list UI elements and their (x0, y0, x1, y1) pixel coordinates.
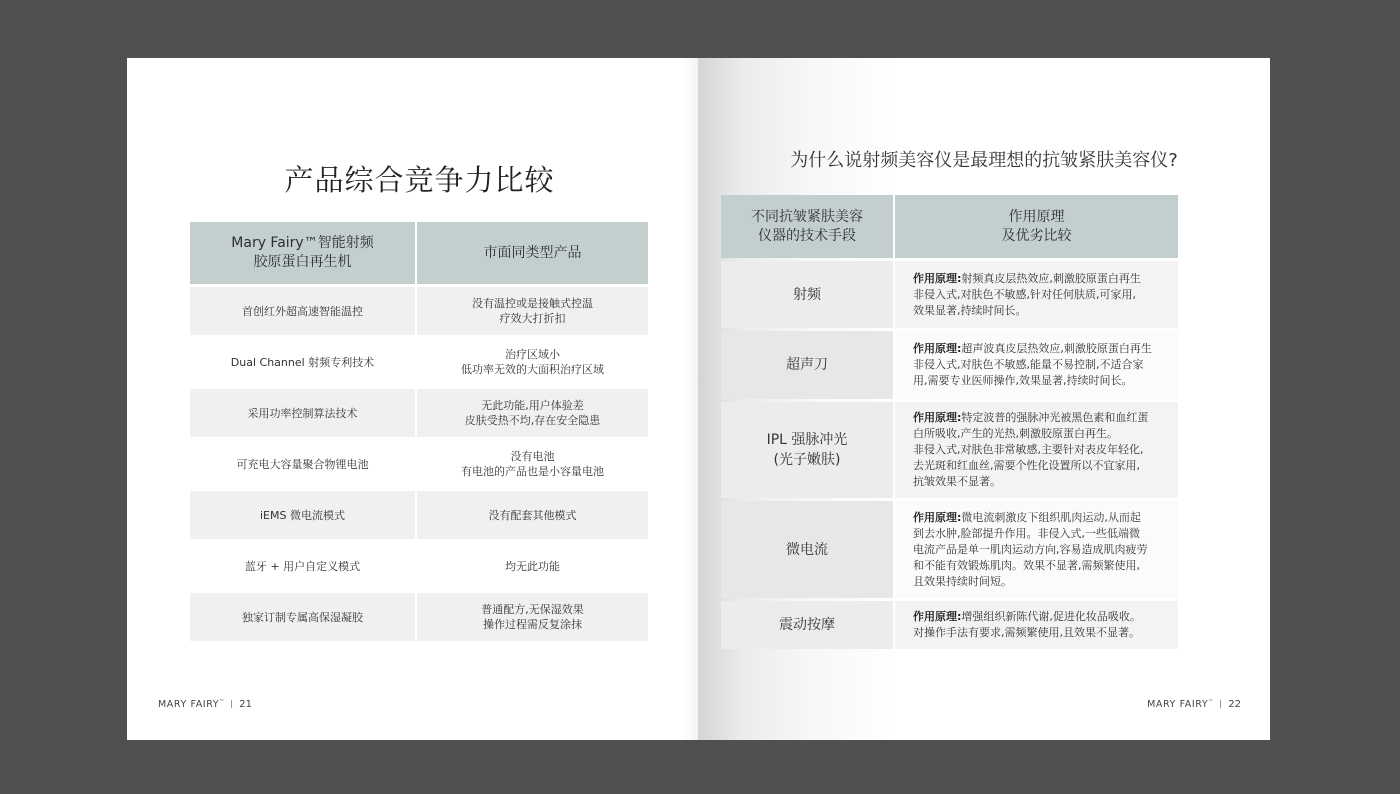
table-row (190, 440, 648, 488)
page-title: 为什么说射频美容仪是最理想的抗皱紧肤美容仪? (790, 150, 1178, 171)
principle-label: 作用原理: (913, 342, 962, 355)
competitor-cell: 普通配方,无保湿效果 操作过程需反复涂抹 (417, 593, 648, 641)
feature-cell: 首创红外超高速智能温控 (190, 287, 415, 335)
comparison-table (188, 219, 650, 644)
trademark-mark: ™ (219, 699, 225, 705)
footer-divider (231, 700, 232, 708)
competitor-cell: 没有电池 有电池的产品也是小容量电池 (417, 440, 648, 488)
principle-cell (895, 601, 1178, 649)
table-row (721, 331, 1178, 399)
competitor-cell: 均无此功能 (417, 542, 648, 590)
competitor-cell: 无此功能,用户体验差 皮肤受热不均,存在安全隐患 (417, 389, 648, 437)
page-title: 产品综合竞争力比较 (284, 163, 555, 197)
principle-label: 作用原理: (913, 411, 962, 424)
feature-cell: Dual Channel 射频专利技术 (190, 338, 415, 386)
principle-cell (895, 402, 1178, 498)
principle-text: 微电流刺激皮下组织肌肉运动,从而起 到去水肿,脸部提升作用。非侵入式,一些低端微 电流产品是单一肌肉运动方向,容易造成肌肉疲劳 和不能有效锻炼肌肉。效果不显著,需频繁使用, 且效果持续时间短。 (913, 510, 1148, 588)
principle-cell (895, 331, 1178, 399)
table-row (721, 402, 1178, 498)
principle-label: 作用原理: (913, 510, 962, 524)
column-header-mary-fairy: Mary Fairy™智能射频 胶原蛋白再生机 (190, 222, 415, 284)
competitor-cell: 没有配套其他模式 (417, 491, 648, 539)
table-row (190, 593, 648, 641)
table-row (190, 338, 648, 386)
principle-label: 作用原理: (913, 271, 962, 285)
right-page (698, 58, 1270, 740)
column-header-market-products: 市面同类型产品 (417, 222, 648, 284)
footer-divider (1220, 700, 1221, 708)
column-header-technology: 不同抗皱紧肤美容 仪器的技术手段 (721, 195, 893, 258)
technology-table (719, 192, 1180, 652)
principle-label: 作用原理: (913, 610, 962, 623)
table-row (721, 601, 1178, 649)
column-header-principle: 作用原理 及优劣比较 (895, 195, 1178, 258)
table-row (190, 389, 648, 437)
technology-cell: IPL 强脉冲光 (光子嫩肤) (721, 402, 893, 498)
feature-cell: 独家订制专属高保湿凝胶 (190, 593, 415, 641)
gutter-shadow (683, 58, 698, 740)
table-row (190, 542, 648, 590)
technology-cell: 震动按摩 (721, 601, 893, 649)
table-row (190, 287, 648, 335)
table-header-row (190, 222, 648, 284)
page-number: 22 (1228, 699, 1241, 710)
feature-cell: 采用功率控制算法技术 (190, 389, 415, 437)
trademark-mark: ™ (1208, 699, 1214, 705)
technology-cell: 超声刀 (721, 331, 893, 399)
principle-text: 特定波普的强脉冲光被黑色素和血红蛋 白所吸收,产生的光热,刺激胶原蛋白再生。 非侵入式,对肤色非常敏感,主要针对表皮年轻化, 去光斑和红血丝,需要个性化设置所以不宜家用, 抗皱效果不显著。 (913, 411, 1149, 488)
feature-cell: iEMS 微电流模式 (190, 491, 415, 539)
table-row (721, 261, 1178, 328)
principle-text: 射频真皮层热效应,刺激胶原蛋白再生 非侵入式,对肤色不敏感,针对任何肤质,可家用, 效果显著,持续时间长。 (913, 271, 1141, 317)
left-page (127, 58, 698, 740)
footer-brand: MARY FAIRY (158, 699, 220, 710)
competitor-cell: 没有温控或是接触式控温 疗效大打折扣 (417, 287, 648, 335)
page-footer (1147, 699, 1241, 710)
table-row (721, 501, 1178, 598)
footer-brand: MARY FAIRY (1147, 699, 1209, 710)
principle-cell (895, 261, 1178, 328)
principle-text: 超声波真皮层热效应,刺激胶原蛋白再生 非侵入式,对肤色不敏感,能量不易控制,不适合家 用,需要专业医师操作,效果显著,持续时间长。 (913, 342, 1152, 387)
page-number: 21 (239, 699, 252, 710)
feature-cell: 蓝牙 + 用户自定义模式 (190, 542, 415, 590)
competitor-cell: 治疗区域小 低功率无效的大面积治疗区域 (417, 338, 648, 386)
table-header-row (721, 195, 1178, 258)
page-footer (158, 699, 252, 710)
table-row (190, 491, 648, 539)
principle-cell (895, 501, 1178, 598)
technology-cell: 射频 (721, 261, 893, 328)
technology-cell: 微电流 (721, 501, 893, 598)
principle-text: 增强组织新陈代谢,促进化妆品吸收。 对操作手法有要求,需频繁使用,且效果不显著。 (913, 610, 1141, 639)
feature-cell: 可充电大容量聚合物锂电池 (190, 440, 415, 488)
brochure-spread (127, 58, 1270, 740)
